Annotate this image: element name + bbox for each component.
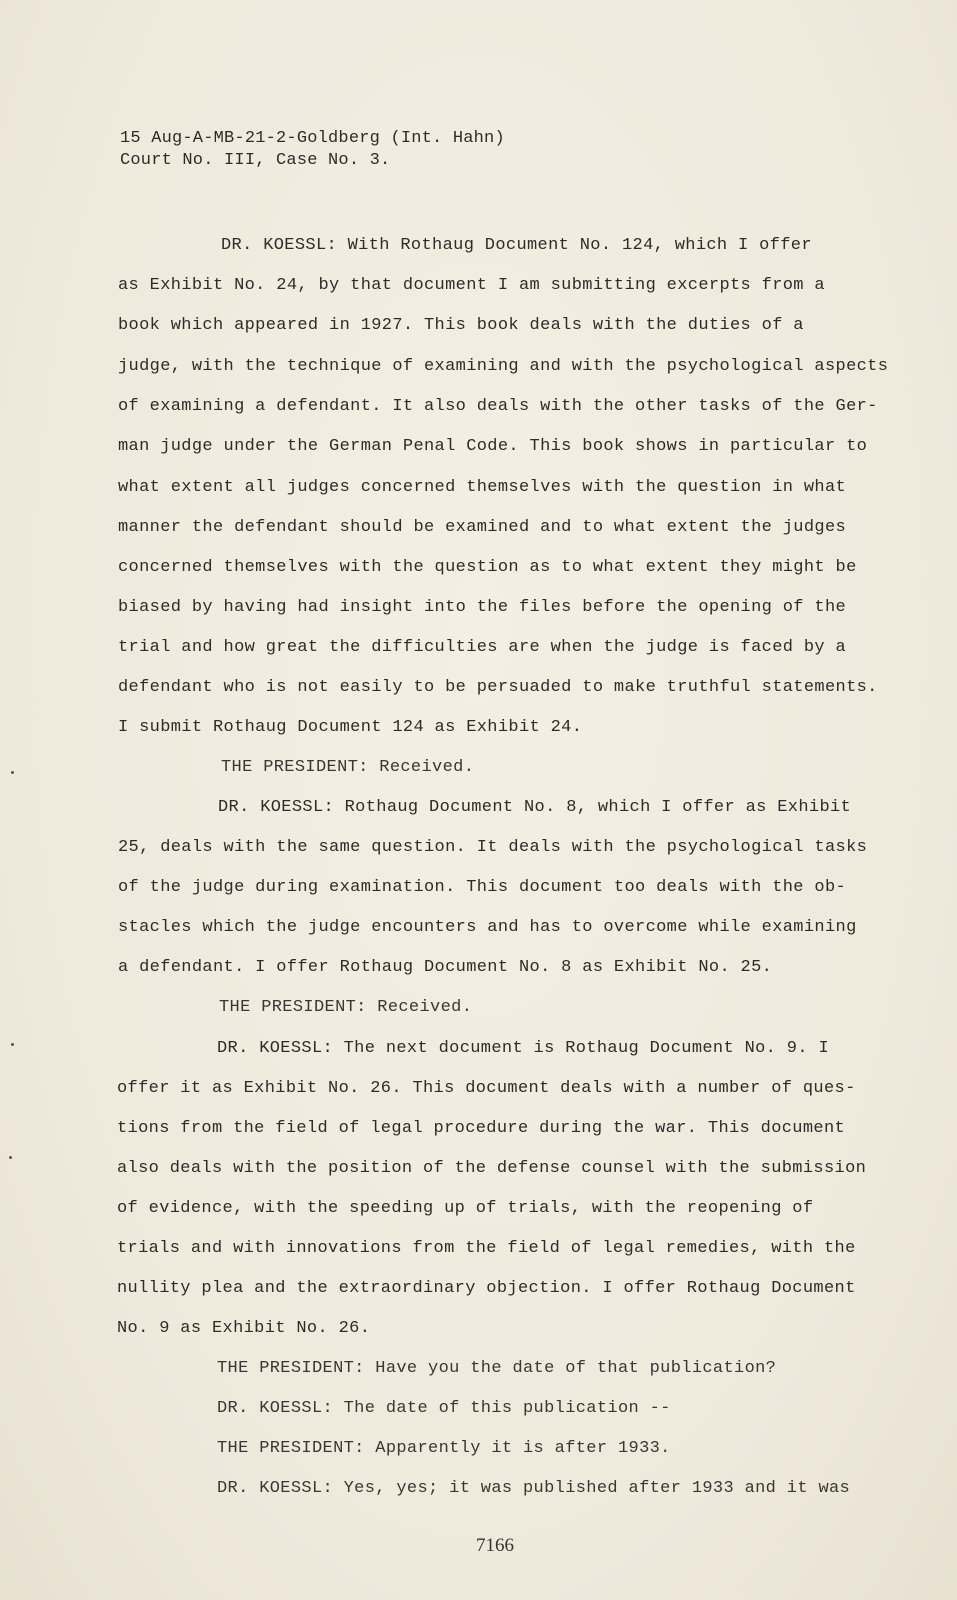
page-number: 7166	[476, 1535, 514, 1556]
header-case-reference: 15 Aug-A-MB-21-2-Goldberg (Int. Hahn)	[120, 129, 505, 148]
transcript-line: concerned themselves with the question as to what extent they might be	[118, 558, 857, 577]
transcript-line: a defendant. I offer Rothaug Document No. 8 as Exhibit No. 25.	[118, 958, 773, 977]
transcript-line: THE PRESIDENT: Have you the date of that publication?	[217, 1359, 777, 1378]
document-header	[120, 128, 505, 172]
transcript-line: DR. KOESSL: The next document is Rothaug Document No. 9. I	[217, 1039, 829, 1058]
transcript-line: of examining a defendant. It also deals with the other tasks of the Ger-	[118, 397, 878, 416]
transcript-line: DR. KOESSL: Rothaug Document No. 8, which I offer as Exhibit	[218, 798, 852, 817]
transcript-line: tions from the field of legal procedure during the war. This document	[117, 1119, 846, 1138]
paper-speck	[11, 1043, 14, 1046]
transcript-line: No. 9 as Exhibit No. 26.	[117, 1319, 371, 1338]
transcript-line: book which appeared in 1927. This book deals with the duties of a	[118, 316, 804, 335]
transcript-line: THE PRESIDENT: Received.	[219, 998, 473, 1017]
paper-speck	[11, 771, 14, 774]
transcript-line: nullity plea and the extraordinary objection. I offer Rothaug Document	[117, 1279, 856, 1298]
transcript-line: judge, with the technique of examining and with the psychological aspects	[118, 357, 889, 376]
transcript-line: DR. KOESSL: The date of this publication --	[217, 1399, 671, 1418]
transcript-line: of evidence, with the speeding up of trials, with the reopening of	[117, 1199, 814, 1218]
transcript-line: manner the defendant should be examined and to what extent the judges	[118, 518, 847, 537]
transcript-line: as Exhibit No. 24, by that document I am submitting excerpts from a	[118, 276, 825, 295]
transcript-line: man judge under the German Penal Code. This book shows in particular to	[118, 437, 868, 456]
transcript-line: 25, deals with the same question. It deals with the psychological tasks	[118, 838, 868, 857]
transcript-line: DR. KOESSL: With Rothaug Document No. 124, which I offer	[221, 236, 812, 255]
transcript-line: biased by having had insight into the files before the opening of the	[118, 598, 847, 617]
transcript-line: THE PRESIDENT: Apparently it is after 1933.	[217, 1439, 671, 1458]
header-court-case: Court No. III, Case No. 3.	[120, 151, 391, 170]
paper-speck	[9, 1156, 12, 1159]
transcript-line: what extent all judges concerned themselves with the question in what	[118, 478, 847, 497]
transcript-line: DR. KOESSL: Yes, yes; it was published after 1933 and it was	[217, 1479, 851, 1498]
transcript-line: stacles which the judge encounters and has to overcome while examining	[118, 918, 857, 937]
transcript-line: I submit Rothaug Document 124 as Exhibit 24.	[118, 718, 583, 737]
transcript-line: trial and how great the difficulties are when the judge is faced by a	[118, 638, 847, 657]
transcript-line: of the judge during examination. This document too deals with the ob-	[118, 878, 847, 897]
transcript-line: trials and with innovations from the field of legal remedies, with the	[117, 1239, 856, 1258]
transcript-line: offer it as Exhibit No. 26. This document deals with a number of ques-	[117, 1079, 856, 1098]
transcript-line: also deals with the position of the defense counsel with the submission	[117, 1159, 867, 1178]
transcript-line: defendant who is not easily to be persuaded to make truthful statements.	[118, 678, 878, 697]
transcript-line: THE PRESIDENT: Received.	[221, 758, 475, 777]
